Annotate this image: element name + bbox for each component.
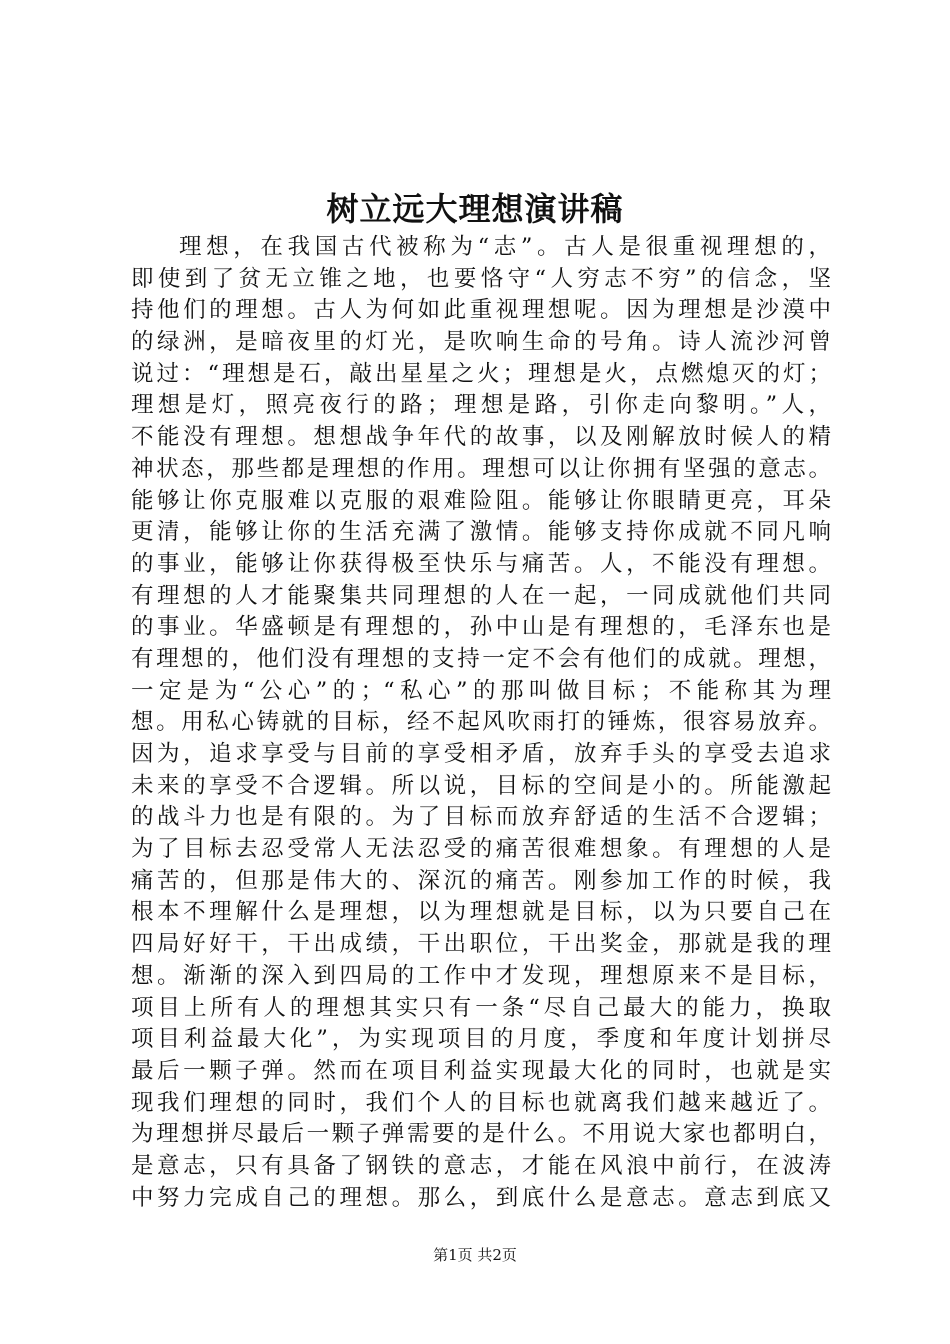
body-line: 为了目标去忍受常人无法忍受的痛苦很难想象。有理想的人是 <box>131 836 831 863</box>
body-line: 未来的享受不合逻辑。所以说，目标的空间是小的。所能激起 <box>131 772 831 799</box>
body-line: 因为，追求享受与目前的享受相矛盾，放弃手头的享受去追求 <box>131 741 831 767</box>
body-line: 神状态，那些都是理想的作用。理想可以让你拥有坚强的意志。 <box>131 455 831 482</box>
body-line: 项目上所有人的理想其实只有一条“尽自己最大的能力，换取 <box>131 994 831 1021</box>
body-line: 更清，能够让你的生活充满了激情。能够支持你成就不同凡响 <box>131 519 831 546</box>
body-line: 持他们的理想。古人为何如此重视理想呢。因为理想是沙漠中 <box>131 297 831 324</box>
body-line: 四局好好干，干出成绩，干出职位，干出奖金，那就是我的理 <box>131 931 831 958</box>
body-line: 理想是灯，照亮夜行的路；理想是路，引你走向黎明。”人， <box>131 392 831 419</box>
body-line: 的战斗力也是有限的。为了目标而放弃舒适的生活不合逻辑； <box>131 804 831 831</box>
body-line: 有理想的，他们没有理想的支持一定不会有他们的成就。理想， <box>131 645 831 672</box>
document-title: 树立远大理想演讲稿 <box>326 190 624 228</box>
body-line: 的事业。华盛顿是有理想的，孙中山是有理想的，毛泽东也是 <box>131 614 831 641</box>
body-line: 想。渐渐的深入到四局的工作中才发现，理想原来不是目标， <box>131 962 831 989</box>
body-line: 的事业，能够让你获得极至快乐与痛苦。人，不能没有理想。 <box>131 550 831 577</box>
body-line: 有理想的人才能聚集共同理想的人在一起，一同成就他们共同 <box>131 582 831 609</box>
body-line: 痛苦的，但那是伟大的、深沉的痛苦。刚参加工作的时候，我 <box>131 867 831 894</box>
body-line: 为理想拼尽最后一颗子弹需要的是什么。不用说大家也都明白， <box>131 1121 831 1148</box>
body-line: 即使到了贫无立锥之地，也要恪守“人穷志不穷”的信念，坚 <box>131 265 831 292</box>
body-line: 理想，在我国古代被称为“志”。古人是很重视理想的， <box>179 234 831 260</box>
body-line: 是意志，只有具备了钢铁的意志，才能在风浪中前行，在波涛 <box>131 1152 831 1179</box>
body-line: 想。用私心铸就的目标，经不起风吹雨打的锤炼，很容易放弃。 <box>131 709 831 736</box>
document-body <box>131 232 831 1214</box>
body-line: 现我们理想的同时，我们个人的目标也就离我们越来越近了。 <box>131 1089 831 1116</box>
body-line: 最后一颗子弹。然而在项目利益实现最大化的同时，也就是实 <box>131 1057 831 1084</box>
body-line: 项目利益最大化”，为实现项目的月度，季度和年度计划拼尽 <box>131 1026 831 1053</box>
body-line: 中努力完成自己的理想。那么，到底什么是意志。意志到底又 <box>131 1184 831 1211</box>
body-line: 说过：“理想是石，敲出星星之火；理想是火，点燃熄灭的灯； <box>131 360 831 387</box>
body-line: 能够让你克服难以克服的艰难险阻。能够让你眼睛更亮，耳朵 <box>131 487 831 514</box>
page-number-footer: 第1页 共2页 <box>433 1246 517 1264</box>
body-line: 根本不理解什么是理想，以为理想就是目标，以为只要自己在 <box>131 899 831 926</box>
body-line: 的绿洲，是暗夜里的灯光，是吹响生命的号角。诗人流沙河曾 <box>131 329 831 356</box>
body-line: 不能没有理想。想想战争年代的故事，以及刚解放时候人的精 <box>131 424 831 451</box>
body-line: 一定是为“公心”的；“私心”的那叫做目标；不能称其为理 <box>131 677 831 704</box>
